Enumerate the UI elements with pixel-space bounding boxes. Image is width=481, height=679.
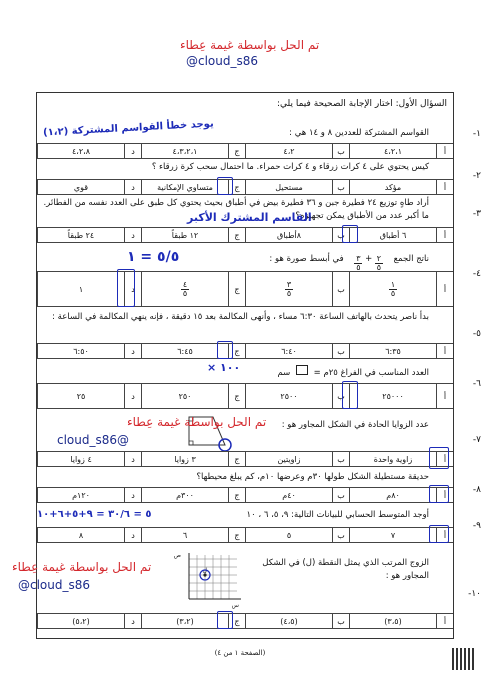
option-a[interactable]: ٨٠م — [349, 488, 436, 502]
question-2 — [37, 161, 453, 195]
answer-circle — [342, 381, 358, 409]
option-c[interactable]: ٣ زوايا — [141, 452, 228, 466]
options-row — [37, 343, 453, 359]
question-number: -٧ — [472, 435, 481, 445]
options-row — [37, 451, 453, 467]
option-letter: ب — [332, 614, 349, 628]
option-letter: ب — [332, 228, 349, 242]
watermark-bottom-handle: @cloud_s86 — [18, 578, 91, 592]
option-d[interactable]: ٢٤ طبقاً — [37, 228, 124, 242]
option-c[interactable]: $\frac{٤}{٥}$ — [141, 272, 228, 306]
fraction-expression: $\frac{٣}{٥}$ + $\frac{٢}{٥}$ — [356, 254, 382, 272]
option-letter: ب — [332, 344, 349, 358]
option-letter: ج — [228, 272, 245, 306]
question-number: -٣ — [472, 209, 481, 219]
qr-code — [452, 648, 474, 670]
options-row — [37, 527, 453, 543]
blank-box[interactable] — [296, 365, 308, 375]
question-text-part2: في أبسط صورة هو : — [269, 254, 344, 264]
option-c[interactable]: ٦ — [141, 528, 228, 542]
question-number: -٢ — [472, 171, 481, 181]
question-text: الزوج المرتب الذي يمثل النقطة (ل) في الشكل المجاور هو : — [262, 558, 429, 581]
option-c[interactable]: ٤،٣،٢،١ — [141, 144, 228, 158]
option-d[interactable]: ٤،٢،٨ — [37, 144, 124, 158]
option-c[interactable]: ٦:٤٥ — [141, 344, 228, 358]
option-c[interactable]: ٣٠٠م — [141, 488, 228, 502]
question-text: حديقة مستطيلة الشكل طولها ٣٠م وعرضها ١٠م، كم يبلغ محيطها؟ — [196, 472, 429, 482]
option-letter: أ — [436, 528, 453, 542]
option-d[interactable]: ١ — [37, 272, 124, 306]
option-b[interactable]: مستحيل — [245, 180, 332, 194]
option-letter: أ — [436, 180, 453, 194]
handwritten-note-q4: ٥/٥ = ١ — [127, 249, 180, 265]
option-b[interactable]: ٤،٢ — [245, 144, 332, 158]
option-d[interactable]: ٦:٥٠ — [37, 344, 124, 358]
option-b[interactable]: ٤٠م — [245, 488, 332, 502]
question-text: القواسم المشتركة للعددين ٨ و ١٤ هي : — [289, 128, 429, 138]
answer-circle — [429, 485, 449, 503]
options-row — [37, 179, 453, 195]
question-9 — [37, 507, 453, 547]
question-1 — [37, 118, 453, 163]
question-number: -٥ — [472, 329, 481, 339]
options-row — [37, 271, 453, 307]
option-a[interactable]: زاوية واحدة — [349, 452, 436, 466]
option-letter: ب — [332, 528, 349, 542]
option-letter: ب — [332, 272, 349, 306]
option-letter: د — [124, 272, 141, 306]
watermark-middle: تم الحل بواسطة غيمة عِطاء — [127, 415, 267, 429]
option-a[interactable]: (٣،٥) — [349, 614, 436, 628]
option-c[interactable]: متساوي الإمكانية — [141, 180, 228, 194]
watermark-top: تم الحل بواسطة غيمة عِطاء — [180, 38, 320, 52]
option-d[interactable]: ٢٥ — [37, 384, 124, 408]
option-letter: أ — [436, 384, 453, 408]
question-text — [41, 253, 429, 272]
handwritten-note-q9: ٥ = ٣٠/٦ = ٩+٥+٦+١٠ — [37, 509, 152, 520]
handwritten-note-q3: القاسم المشترك الأكبر — [187, 211, 312, 224]
option-c[interactable]: (٣،٢) — [141, 614, 228, 628]
watermark-bottom: تم الحل بواسطة غيمة عِطاء — [12, 560, 152, 574]
question-text: كيس يحتوي على ٤ كرات زرقاء و ٤ كرات حمراء. ما احتمال سحب كرة زرقاء ؟ — [151, 162, 429, 172]
question-text-part1: العدد المناسب في الفراغ ٢٥م = — [313, 368, 429, 378]
question-text-part2: سم — [277, 368, 291, 378]
option-letter: ج — [228, 384, 245, 408]
answer-circle — [217, 611, 233, 629]
option-c[interactable]: ١٢ طبقاً — [141, 228, 228, 242]
option-letter: د — [124, 528, 141, 542]
answer-circle — [117, 269, 135, 307]
option-letter: د — [124, 144, 141, 158]
watermark-top-handle: @cloud_s86 — [186, 54, 259, 68]
question-text: عدد الزوايا الحادة في الشكل المجاور هو : — [281, 420, 429, 430]
option-b[interactable]: ٨أطباق — [245, 228, 332, 242]
option-a[interactable]: ٧ — [349, 528, 436, 542]
option-a[interactable]: ٤،٢،١ — [349, 144, 436, 158]
answer-circle — [217, 341, 233, 359]
option-letter: أ — [436, 344, 453, 358]
option-letter: د — [124, 228, 141, 242]
question-6 — [37, 361, 453, 411]
question-text: أوجد المتوسط الحسابي للبيانات التالية: ٩، ٥، ٦ ، ١٠ — [246, 510, 429, 520]
options-row — [37, 383, 453, 409]
x-axis-label: س — [231, 602, 239, 609]
option-letter: أ — [436, 272, 453, 306]
y-axis-label: ص — [173, 552, 181, 559]
option-letter: أ — [436, 228, 453, 242]
question-4 — [37, 247, 453, 309]
option-letter: ج — [228, 144, 245, 158]
question-number: -١٠ — [468, 589, 481, 599]
option-a[interactable]: ٦:٣٥ — [349, 344, 436, 358]
option-letter: د — [124, 180, 141, 194]
option-d[interactable]: ١٢٠م — [37, 488, 124, 502]
handwritten-note-q6: ١٠٠ × — [207, 361, 241, 374]
option-c[interactable]: ٢٥٠ — [141, 384, 228, 408]
option-letter: ج — [228, 180, 245, 194]
question-number: -٤ — [472, 269, 481, 279]
option-b[interactable]: ٥ — [245, 528, 332, 542]
option-letter: د — [124, 344, 141, 358]
option-letter: أ — [436, 488, 453, 502]
option-letter: أ — [436, 452, 453, 466]
watermark-middle-handle: @cloud_s86 — [57, 433, 130, 447]
question-text: أراد طاهٍ توزيع ٢٤ فطيرة جبن و ٣٦ فطيرة بيض في أطباق بحيث يحتوي كل طبق على العدد نفسه من الفطائر. ما أكبر عدد من الأطباق يمكن تجهيزه؟ — [43, 198, 429, 221]
question-3 — [37, 197, 453, 247]
option-b[interactable]: $\frac{٣}{٥}$ — [245, 272, 332, 306]
answer-circle — [429, 447, 449, 469]
answer-circle — [429, 525, 449, 543]
option-letter: أ — [436, 614, 453, 628]
option-a[interactable]: $\frac{١}{٥}$ — [349, 272, 436, 306]
question-8 — [37, 471, 453, 505]
option-letter: ب — [332, 144, 349, 158]
option-letter: ج — [228, 452, 245, 466]
section-title: السؤال الأول: اختار الإجابة الصحيحة فيما يلي: — [276, 99, 447, 109]
option-letter: أ — [436, 144, 453, 158]
option-letter: د — [124, 452, 141, 466]
answer-circle — [342, 225, 358, 243]
coordinate-grid — [173, 551, 249, 609]
option-letter: د — [124, 614, 141, 628]
options-row — [37, 143, 453, 159]
option-b[interactable]: ٢٥٠٠ — [245, 384, 332, 408]
option-b[interactable]: ٦:٤٠ — [245, 344, 332, 358]
option-d[interactable]: ٤ زوايا — [37, 452, 124, 466]
option-letter: ج — [228, 488, 245, 502]
option-letter: د — [124, 488, 141, 502]
option-b[interactable]: (٤،٥) — [245, 614, 332, 628]
option-b[interactable]: زاويتين — [245, 452, 332, 466]
exam-sheet — [36, 92, 481, 639]
option-letter: ج — [228, 528, 245, 542]
option-a[interactable]: ٦ أطباق — [349, 228, 436, 242]
option-letter: ب — [332, 180, 349, 194]
option-d[interactable]: (٥،٢) — [37, 614, 124, 628]
option-a[interactable]: ٢٥٠٠٠ — [349, 384, 436, 408]
option-letter: ب — [332, 452, 349, 466]
options-row — [37, 613, 453, 629]
handwritten-note-q1: يوجد خطأ القواسم المشتركة (١،٢) — [42, 118, 214, 139]
option-d[interactable]: ٨ — [37, 528, 124, 542]
question-number: -٦ — [472, 379, 481, 389]
question-text: بدأ ناصر يتحدث بالهاتف الساعة ٦:٣٠ مساء ، وأنهى المكالمة بعد ١٥ دقيقة ، فإنه ينهي المكالمة في الساعة : — [52, 312, 429, 322]
option-letter: د — [124, 384, 141, 408]
question-5 — [37, 311, 453, 359]
options-row — [37, 227, 453, 243]
option-a[interactable]: مؤكد — [349, 180, 436, 194]
option-letter: ج — [228, 344, 245, 358]
option-letter: ب — [332, 384, 349, 408]
option-letter: ج — [228, 228, 245, 242]
option-letter: ب — [332, 488, 349, 502]
option-d[interactable]: قوي — [37, 180, 124, 194]
question-number: -١ — [472, 129, 481, 139]
option-letter: ج — [228, 614, 245, 628]
answer-circle — [217, 177, 233, 195]
question-number: -٩ — [472, 521, 481, 531]
options-row — [37, 487, 453, 503]
question-text-part1: ناتج الجمع — [393, 254, 429, 264]
page-footer: (الصفحة ١ من ٤) — [214, 649, 266, 657]
point-label: ل — [202, 567, 207, 574]
question-number: -٨ — [472, 485, 481, 495]
